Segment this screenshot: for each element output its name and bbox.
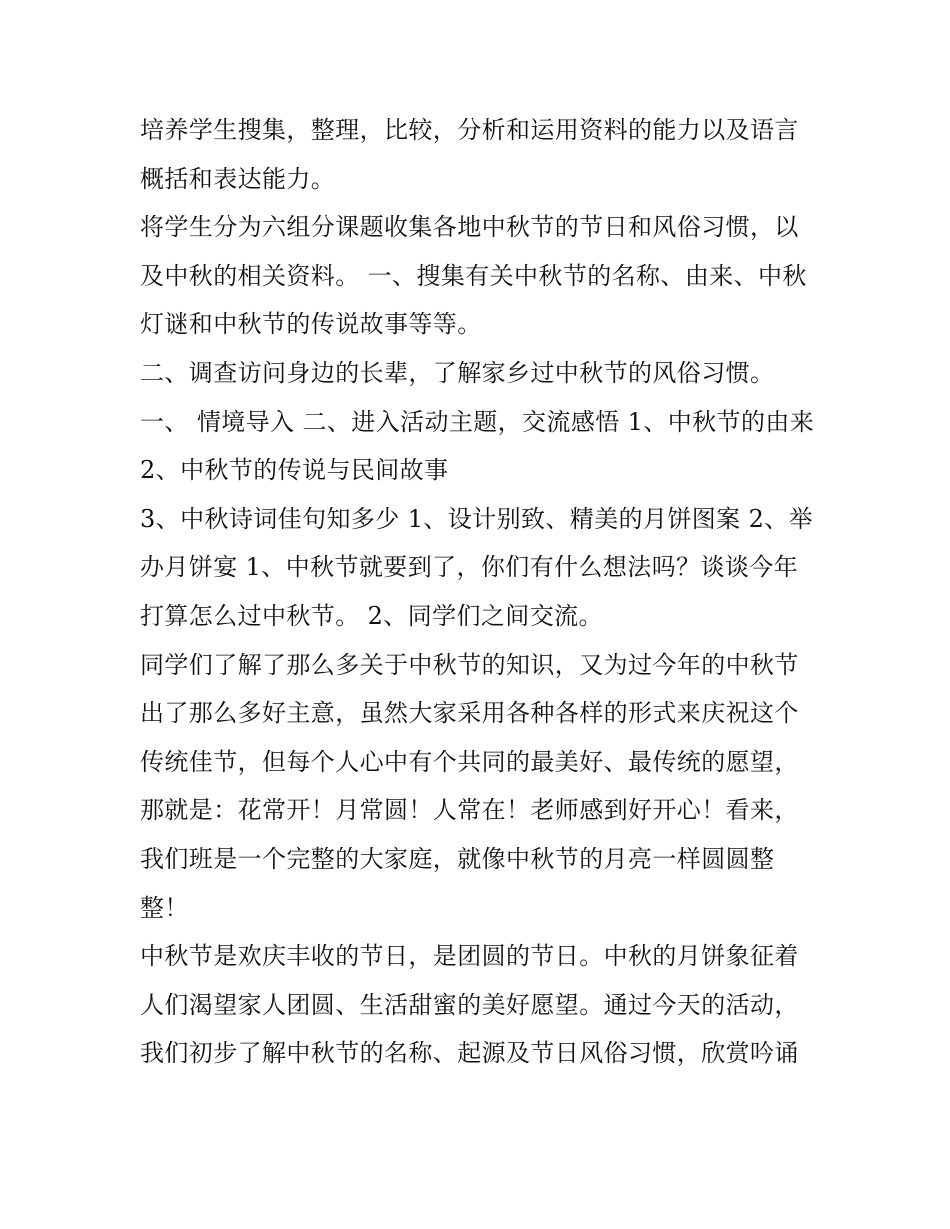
paragraph-survey: 二、调查访问身边的长辈，了解家乡过中秋节的风俗习惯。: [140, 358, 775, 387]
paragraph-conclusion: 中秋节是欢庆丰收的节日，是团圆的节日。中秋的月饼象征着人们渴望家人团圆、生活甜蜜的美好愿望。通过今天的活动，我们初步了解中秋节的名称、起源及节日风俗习惯，欣赏吟诵: [140, 942, 799, 1068]
document-body: [140, 106, 816, 1078]
paragraph-grouping: 将学生分为六组分课题收集各地中秋节的节日和风俗习惯，以及中秋的相关资料。 一、搜集有关中秋节的名称、由来、中秋灯谜和中秋节的传说故事等等。: [140, 213, 807, 339]
paragraph-summary: 同学们了解了那么多关于中秋节的知识，又为过今年的中秋节出了那么多好主意，虽然大家采用各种各样的形式来庆祝这个传统佳节，但每个人心中有个共同的最美好、最传统的愿望，那就是：花常开！月常圆！人常在！老师感到好开心！看来，我们班是一个完整的大家庭，就像中秋节的月亮一样圆圆整整！: [140, 650, 799, 922]
paragraph-goal: 培养学生搜集，整理，比较，分析和运用资料的能力以及语言概括和表达能力。: [140, 116, 799, 193]
paragraph-activities: 3、中秋诗词佳句知多少 1、设计别致、精美的月饼图案 2、举办月饼宴 1、中秋节就要到了，你们有什么想法吗？谈谈今年打算怎么过中秋节。 2、同学们之间交流。: [140, 504, 814, 630]
paragraph-intro-steps: 一、 情境导入 二、进入活动主题，交流感悟 1、中秋节的由来 2、中秋节的传说与民间故事: [140, 407, 815, 485]
